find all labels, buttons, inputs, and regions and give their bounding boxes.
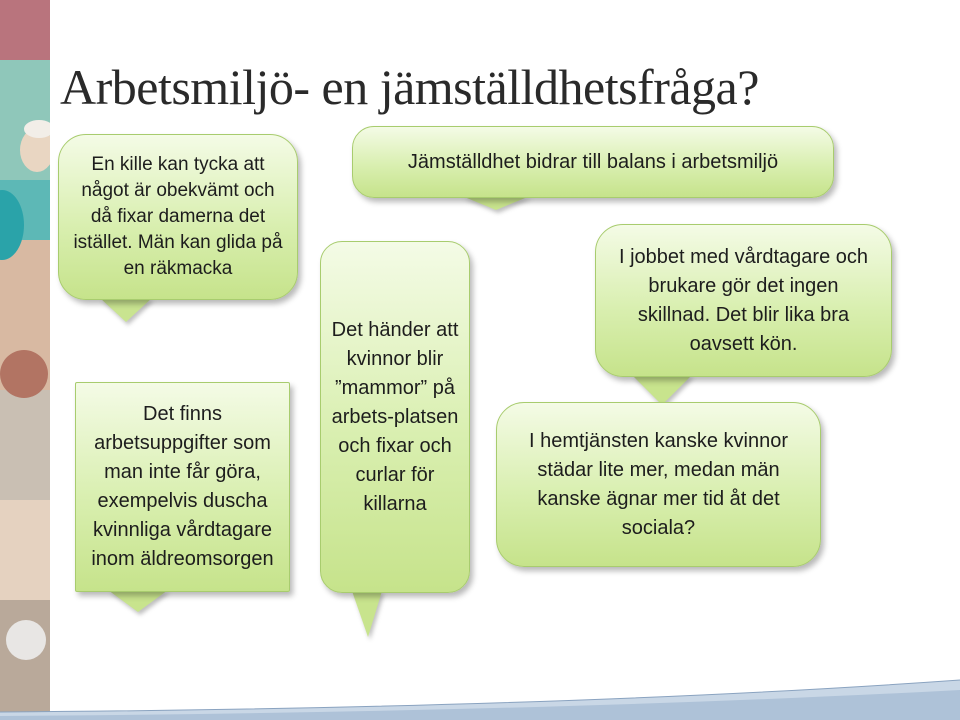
speech-bubble-tail: [632, 375, 692, 405]
speech-bubble-left-bottom: [75, 382, 290, 592]
speech-bubble-text: Det finns arbetsuppgifter som man inte får göra, exempelvis duscha kvinnliga vårdtagare inom äldreomsorgen: [91, 403, 274, 570]
speech-bubble-tail: [100, 298, 152, 322]
speech-bubble-right-top: [595, 224, 892, 377]
speech-bubble-right-bottom: [496, 402, 821, 567]
speech-bubble-text: Jämställdhet bidrar till balans i arbetsmiljö: [407, 150, 779, 173]
speech-bubble-text: Det händer att kvinnor blir ”mammor” på arbets-platsen och fixar och curlar för killarna: [331, 318, 459, 515]
speech-bubble-center-top: [352, 126, 834, 198]
collage-block: [0, 500, 50, 600]
decorative-photo-collage: [0, 0, 50, 720]
speech-bubble-middle: [320, 241, 470, 593]
speech-bubble-left-top: [58, 134, 298, 300]
slide-title: Arbetsmiljö- en jämställdhetsfråga?: [60, 59, 759, 115]
speech-bubble-tail: [108, 590, 168, 612]
collage-shape: [0, 350, 48, 398]
speech-bubble-text: I hemtjänsten kanske kvinnor städar lite mer, medan män kanske ägnar mer tid åt det sociala?: [528, 429, 789, 539]
speech-bubble-tail: [352, 591, 382, 637]
speech-bubble-text: I jobbet med vårdtagare och brukare gör det ingen skillnad. Det blir lika bra oavsett kön.: [618, 245, 869, 355]
decorative-bottom-band: [0, 640, 960, 720]
speech-bubble-tail: [462, 196, 530, 210]
collage-block: [0, 390, 50, 500]
collage-figure-hair: [24, 120, 50, 138]
speech-bubble-text: En kille kan tycka att något är obekvämt och då fixar damerna det istället. Män kan glida på en räkmacka: [73, 154, 283, 279]
collage-block: [0, 0, 50, 60]
